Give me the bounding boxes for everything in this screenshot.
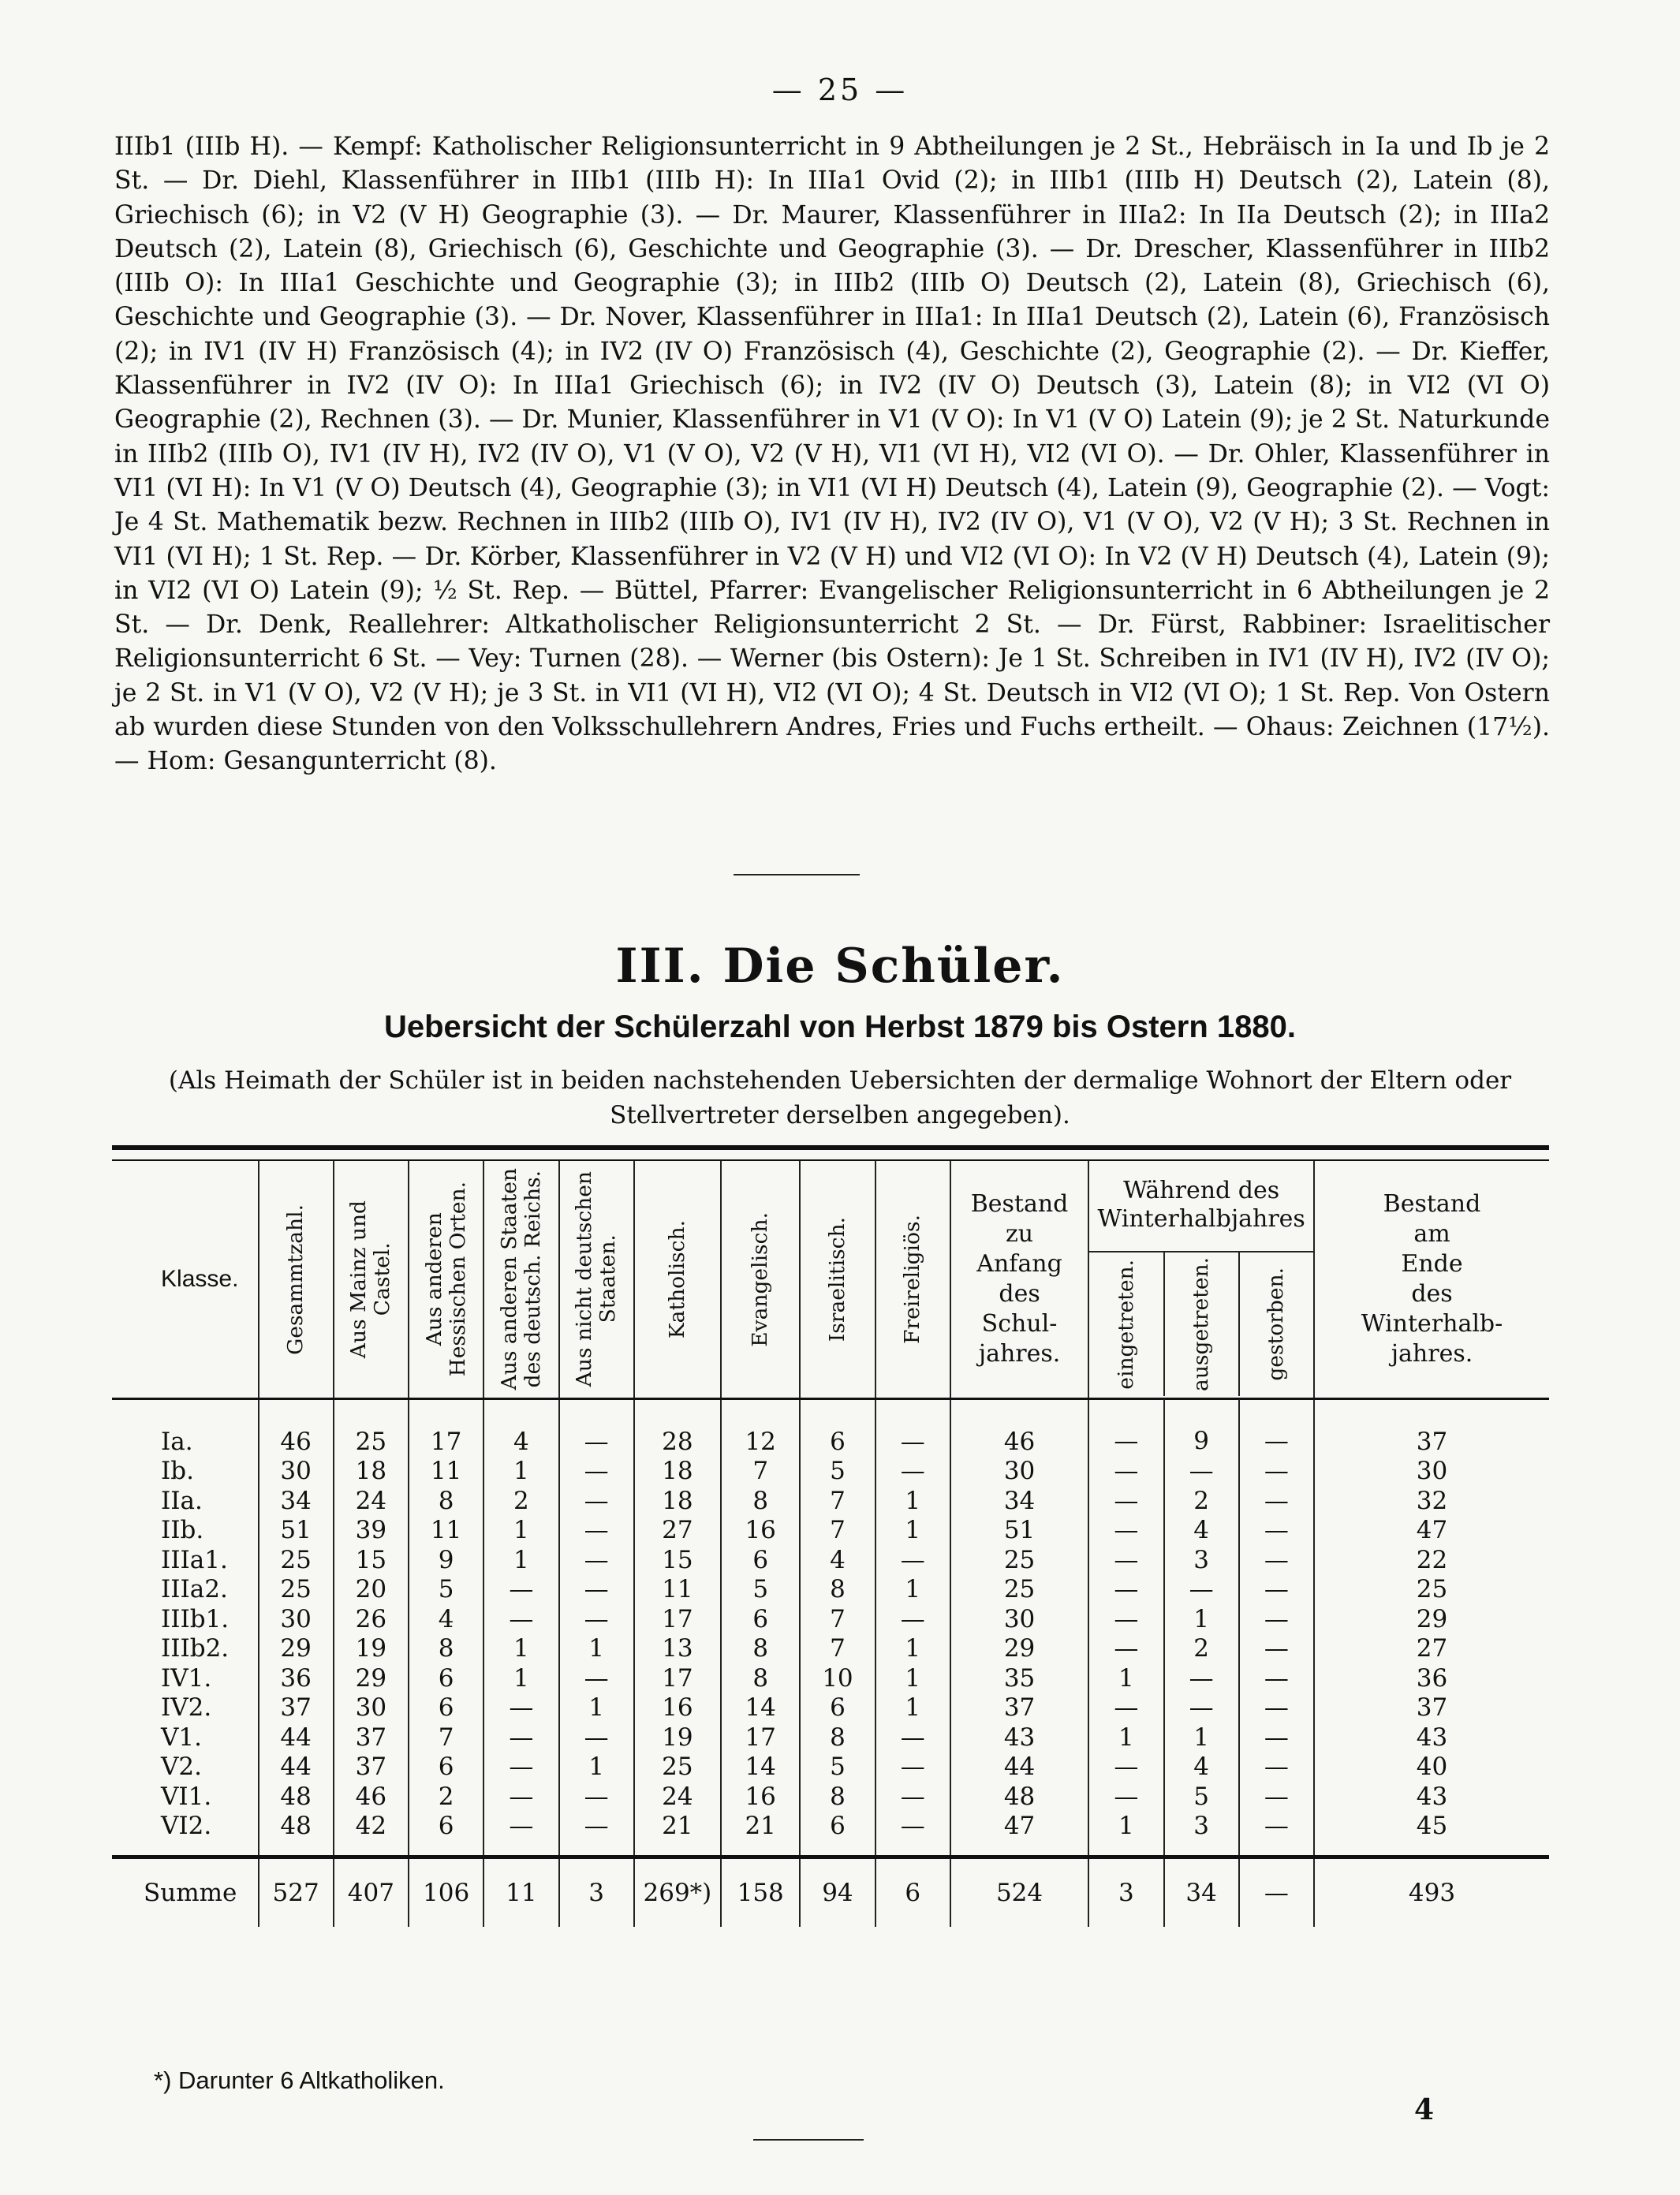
cell-m: 46 [334,1782,409,1812]
cell-n: — [559,1545,634,1575]
cell-be: 30 [1314,1457,1549,1487]
cell-aus: 1 [1164,1604,1239,1634]
cell-ein: 1 [1088,1723,1163,1753]
cell-m: 24 [334,1486,409,1516]
cell-e: 6 [721,1545,800,1575]
cell-ba: 25 [950,1575,1088,1605]
cell-g: 37 [259,1693,334,1723]
page-number: — 25 — [771,73,909,107]
cell-ba: 44 [950,1753,1088,1783]
cell-g: 36 [259,1663,334,1693]
cell-n: 1 [559,1634,634,1664]
cell-k: 13 [634,1634,721,1664]
student-count-table [112,1145,1549,1927]
cell-s: 1 [483,1545,558,1575]
cell-n: — [559,1723,634,1753]
cell-n: — [559,1575,634,1605]
cell-kl: IIIb1. [161,1604,230,1633]
cell-be: 32 [1314,1486,1549,1516]
cell-ba: 29 [950,1634,1088,1664]
cell-ges: — [1239,1545,1314,1575]
cell-ein: — [1088,1782,1163,1812]
cell-ba: 48 [950,1782,1088,1812]
cell-k: 27 [634,1516,721,1546]
bottom-rule [753,2139,864,2141]
teacher-assignments-paragraph [114,130,1550,779]
cell-h: 17 [409,1399,483,1457]
cell-f: — [875,1604,950,1634]
table-row [112,1486,1549,1516]
cell-aus: 1 [1164,1723,1239,1753]
cell-m: 29 [334,1663,409,1693]
cell-h: 11 [409,1516,483,1546]
cell-n: — [559,1457,634,1487]
cell-h: 4 [409,1604,483,1634]
cell-ges: — [1239,1604,1314,1634]
table-top-rule [112,1148,1549,1160]
header-eingetreten: eingetreten. [1113,1259,1138,1390]
table-row [112,1693,1549,1723]
cell-f: 1 [875,1634,950,1664]
cell-ein: — [1088,1516,1163,1546]
table-note: (Als Heimath der Schüler ist in beiden nachstehenden Uebersichten der dermalige Wohnort der Eltern oder Stellvertreter derselben angegeben). [168,1066,1512,1129]
cell-h: 11 [409,1457,483,1487]
cell-ein: — [1088,1753,1163,1783]
cell-f: 1 [875,1693,950,1723]
cell-ein: — [1088,1399,1163,1457]
header-katholisch: Katholisch. [634,1160,721,1399]
cell-s: — [483,1723,558,1753]
table-row [112,1604,1549,1634]
cell-e: 8 [721,1663,800,1693]
signature-mark: 4 [1413,2093,1434,2126]
table-row [112,1399,1549,1457]
cell-h: 8 [409,1486,483,1516]
header-gestorben: gestorben. [1238,1252,1313,1396]
cell-ges: — [1239,1753,1314,1783]
cell-i: 7 [800,1604,875,1634]
cell-e: 7 [721,1457,800,1487]
cell-ba: 51 [950,1516,1088,1546]
header-ausgetreten: ausgetreten. [1163,1252,1238,1396]
cell-f: — [875,1723,950,1753]
cell-n: — [559,1399,634,1457]
cell-g: 29 [259,1634,334,1664]
cell-s: 1 [483,1663,558,1693]
cell-ein: — [1088,1575,1163,1605]
cell-s: 1 [483,1516,558,1546]
cell-g: 51 [259,1516,334,1546]
cell-n: — [559,1812,634,1857]
cell-be: 22 [1314,1545,1549,1575]
cell-e: 8 [721,1486,800,1516]
cell-h: 5 [409,1575,483,1605]
cell-h: 8 [409,1634,483,1664]
cell-aus: — [1164,1575,1239,1605]
cell-h: 7 [409,1723,483,1753]
cell-h: 6 [409,1663,483,1693]
cell-kl: IIb. [161,1516,204,1545]
cell-h: 6 [409,1753,483,1783]
cell-k: 15 [634,1545,721,1575]
cell-k: 19 [634,1723,721,1753]
cell-ein: 1 [1088,1812,1163,1857]
cell-k: 11 [634,1575,721,1605]
table-row [112,1723,1549,1753]
cell-aus: — [1164,1663,1239,1693]
cell-aus: 9 [1164,1399,1239,1457]
cell-aus: — [1164,1457,1239,1487]
header-mainz-castel: Aus Mainz und Castel. [334,1160,409,1399]
cell-s: — [483,1575,558,1605]
cell-m: 26 [334,1604,409,1634]
cell-be: 27 [1314,1634,1549,1664]
cell-be: 47 [1314,1516,1549,1546]
cell-aus: 2 [1164,1634,1239,1664]
cell-f: — [875,1545,950,1575]
table-row [112,1516,1549,1546]
cell-m: 42 [334,1812,409,1857]
cell-e: 12 [721,1399,800,1457]
table-row [112,1575,1549,1605]
cell-f: 1 [875,1575,950,1605]
cell-s: 1 [483,1634,558,1664]
cell-f: 1 [875,1486,950,1516]
cell-i: 6 [800,1399,875,1457]
cell-i: 8 [800,1575,875,1605]
cell-i: 6 [800,1693,875,1723]
cell-ba: 46 [950,1399,1088,1457]
footnote: *) Darunter 6 Altkatholiken. [154,2066,445,2094]
section-title: III. Die Schüler. [615,939,1065,994]
cell-be: 43 [1314,1723,1549,1753]
header-hessische-orte: Aus anderen Hessischen Orten. [409,1160,483,1399]
cell-g: 48 [259,1782,334,1812]
header-israelitisch: Israelitisch. [800,1160,875,1399]
cell-i: 5 [800,1457,875,1487]
table-row [112,1457,1549,1487]
cell-n: — [559,1516,634,1546]
cell-ba: 35 [950,1663,1088,1693]
cell-k: 28 [634,1399,721,1457]
cell-g: 25 [259,1545,334,1575]
header-evangelisch: Evangelisch. [721,1160,800,1399]
cell-n: — [559,1663,634,1693]
header-nicht-deutsche: Aus nicht deutschen Staaten. [559,1160,634,1399]
table-body [112,1399,1549,1857]
cell-i: 5 [800,1753,875,1783]
header-bestand-ende: Bestand am Ende des Winterhalb- jahres. [1314,1160,1549,1399]
cell-h: 9 [409,1545,483,1575]
cell-aus: 3 [1164,1812,1239,1857]
cell-be: 37 [1314,1693,1549,1723]
cell-s: 2 [483,1486,558,1516]
cell-k: 16 [634,1693,721,1723]
cell-aus: 3 [1164,1545,1239,1575]
cell-f: 1 [875,1516,950,1546]
cell-s: 1 [483,1457,558,1487]
cell-ges: — [1239,1663,1314,1693]
cell-kl: Ia. [161,1427,193,1456]
table-row [112,1812,1549,1857]
cell-e: 16 [721,1782,800,1812]
cell-i: 7 [800,1516,875,1546]
cell-aus: 5 [1164,1782,1239,1812]
cell-f: 1 [875,1663,950,1693]
cell-ges: — [1239,1693,1314,1723]
cell-n: — [559,1782,634,1812]
cell-be: 29 [1314,1604,1549,1634]
cell-f: — [875,1457,950,1487]
cell-g: 44 [259,1753,334,1783]
cell-e: 6 [721,1604,800,1634]
cell-g: 34 [259,1486,334,1516]
cell-ba: 30 [950,1604,1088,1634]
cell-i: 4 [800,1545,875,1575]
cell-be: 37 [1314,1399,1549,1457]
cell-k: 24 [634,1782,721,1812]
cell-ges: — [1239,1399,1314,1457]
cell-kl: IV1. [161,1663,212,1693]
cell-ba: 34 [950,1486,1088,1516]
cell-ba: 30 [950,1457,1088,1487]
cell-n: 1 [559,1753,634,1783]
cell-i: 8 [800,1782,875,1812]
cell-s: — [483,1604,558,1634]
cell-h: 2 [409,1782,483,1812]
header-freireligioes: Freireligiös. [875,1160,950,1399]
cell-kl: V2. [161,1753,202,1782]
cell-n: — [559,1604,634,1634]
cell-ba: 43 [950,1723,1088,1753]
cell-s: — [483,1782,558,1812]
cell-n: 1 [559,1693,634,1723]
cell-ges: — [1239,1575,1314,1605]
cell-i: 8 [800,1723,875,1753]
cell-f: — [875,1399,950,1457]
cell-k: 18 [634,1457,721,1487]
header-klasse: Klasse. [112,1160,259,1399]
cell-e: 14 [721,1753,800,1783]
cell-aus: 2 [1164,1486,1239,1516]
cell-m: 37 [334,1723,409,1753]
header-deutsche-staaten: Aus anderen Staaten des deutsch. Reichs. [483,1160,558,1399]
cell-be: 45 [1314,1812,1549,1857]
cell-kl: IIa. [161,1486,203,1515]
cell-m: 18 [334,1457,409,1487]
cell-i: 10 [800,1663,875,1693]
cell-g: 30 [259,1604,334,1634]
cell-s: — [483,1812,558,1857]
cell-k: 21 [634,1812,721,1857]
cell-ein: — [1088,1693,1163,1723]
cell-e: 8 [721,1634,800,1664]
cell-ges: — [1239,1782,1314,1812]
cell-ges: — [1239,1457,1314,1487]
cell-ba: 37 [950,1693,1088,1723]
cell-kl: Ib. [161,1457,194,1486]
cell-aus: 4 [1164,1516,1239,1546]
cell-kl: VI2. [161,1812,212,1841]
cell-i: 6 [800,1812,875,1857]
cell-be: 36 [1314,1663,1549,1693]
cell-kl: IIIa2. [161,1575,228,1604]
cell-g: 46 [259,1399,334,1457]
cell-ein: 1 [1088,1663,1163,1693]
cell-ba: 47 [950,1812,1088,1857]
cell-kl: VI1. [161,1782,212,1811]
cell-e: 17 [721,1723,800,1753]
cell-ba: 25 [950,1545,1088,1575]
cell-be: 25 [1314,1575,1549,1605]
cell-m: 20 [334,1575,409,1605]
cell-ges: — [1239,1486,1314,1516]
body-paragraph: IIIb1 (IIIb H). — Kempf: Katholischer Religionsunterricht in 9 Abtheilungen je 2 St., Hebräisch in Ia und Ib je 2 St. — Dr. Diehl, Klassenführer in IIIb1 (IIIb H): In IIIa1 Ovid (2); in IIIb1 (IIIb H) Deutsch (2), Latein (8), Griechisch (6); in V2 (V H) Geographie (3). — Dr. Maurer, Klassenführer in IIIa2: In IIa Deutsch (2); in IIIa2 Deutsch (2), Latein (8), Griechisch (6), Geschichte und Geographie (3). — Dr. Drescher, Klassenführer in IIIb2 (IIIb O): In IIIa1 Geschichte und Geographie (3); in IIIb2 (IIIb O) Deutsch (2), Latein (8), Griechisch (6), Geschichte und Geographie (3). — Dr. Nover, Klassenführer in IIIa1: In IIIa1 Deutsch (2), Latein (6), Französisch (2); in IV1 (IV H) Französisch (4); in IV2 (IV O) Französisch (4), Geschichte (2), Geographie (2). — Dr. Kieffer, Klassenführer in IV2 (IV O): In IIIa1 Griechisch (6); in IV2 (IV O) Deutsch (3), Latein (8); in VI2 (VI O) Geographie (2), Rechnen (3). — Dr. Munier, Klassenführer in V1 (V O): In V1 (V O) Latein (9); je 2 St. Naturkunde in IIIb2 (IIIb O), IV1 (IV H), IV2 (IV O), V1 (V O), V2 (V H), VI1 (VI H), VI2 (VI O). — Dr. Ohler, Klassenführer in VI1 (VI H): In V1 (V O) Deutsch (4), Geographie (3); in VI1 (VI H) Deutsch (4), Latein (9), Geographie (2). — Vogt: Je 4 St. Mathematik bezw. Rechnen in IIIb2 (IIIb O), IV1 (IV H), IV2 (IV O), V1 (V O), V2 (V H); 3 St. Rechnen in VI1 (VI H); 1 St. Rep. — Dr. Körber, Klassenführer in V2 (V H) und VI2 (VI O): In V2 (V H) Deutsch (4), Latein (9); in VI2 (VI O) Latein (9); ½ St. Rep. — Büttel, Pfarrer: Evangelischer Religionsunterricht in 6 Abtheilungen je 2 St. — Dr. Denk, Reallehrer: Altkatholischer Religionsunterricht 2 St. — Dr. Fürst, Rabbiner: Israelitischer Religionsunterricht 6 St. — Vey: Turnen (28). — Werner (bis Ostern): Je 1 St. Schreiben in IV1 (IV H), IV2 (IV O); je 2 St. in V1 (V O), V2 (V H); je 3 St. in VI1 (VI H), VI2 (VI O); 4 St. Deutsch in VI2 (VI O); 1 St. Rep. Von Ostern ab wurden diese Stunden von den Volksschullehrern Andres, Fries und Fuchs ertheilt. — Ohaus: Zeichnen (17½). — Hom: Gesangunterricht (8). [114,133,1550,776]
table-row [112,1663,1549,1693]
cell-kl: IV2. [161,1693,212,1723]
header-waehrend: Während des Winterhalbjahres eingetreten. ausgetreten. gestorben. [1088,1160,1314,1399]
table-subtitle: Uebersicht der Schülerzahl von Herbst 1879 bis Ostern 1880. [383,1010,1296,1044]
cell-k: 17 [634,1663,721,1693]
cell-m: 15 [334,1545,409,1575]
cell-kl: IIIb2. [161,1634,230,1663]
cell-e: 16 [721,1516,800,1546]
cell-f: — [875,1782,950,1812]
cell-m: 30 [334,1693,409,1723]
table-row [112,1782,1549,1812]
cell-ein: — [1088,1634,1163,1664]
cell-m: 25 [334,1399,409,1457]
cell-ges: — [1239,1812,1314,1857]
cell-ein: — [1088,1457,1163,1487]
cell-e: 21 [721,1812,800,1857]
cell-f: — [875,1753,950,1783]
cell-i: 7 [800,1486,875,1516]
cell-ein: — [1088,1545,1163,1575]
cell-kl: V1. [161,1723,202,1752]
cell-ges: — [1239,1723,1314,1753]
header-gesammtzahl: Gesammtzahl. [259,1160,334,1399]
cell-m: 39 [334,1516,409,1546]
cell-h: 6 [409,1693,483,1723]
section-separator [734,874,860,875]
cell-g: 30 [259,1457,334,1487]
cell-n: — [559,1486,634,1516]
cell-ein: — [1088,1604,1163,1634]
cell-s: — [483,1753,558,1783]
cell-s: — [483,1693,558,1723]
header-bestand-anfang: Bestand zu Anfang des Schul- jahres. [950,1160,1088,1399]
sum-row: Summe 527 407 106 11 3 269*) 158 94 6 524 3 34 — 493 [112,1857,1549,1928]
cell-k: 18 [634,1486,721,1516]
cell-m: 19 [334,1634,409,1664]
cell-k: 17 [634,1604,721,1634]
cell-aus: — [1164,1693,1239,1723]
cell-ein: — [1088,1486,1163,1516]
cell-kl: IIIa1. [161,1545,228,1574]
cell-h: 6 [409,1812,483,1857]
table-row [112,1634,1549,1664]
table-row [112,1545,1549,1575]
cell-aus: 4 [1164,1753,1239,1783]
cell-ges: — [1239,1634,1314,1664]
cell-e: 14 [721,1693,800,1723]
cell-g: 44 [259,1723,334,1753]
cell-be: 43 [1314,1782,1549,1812]
cell-i: 7 [800,1634,875,1664]
cell-k: 25 [634,1753,721,1783]
cell-f: — [875,1812,950,1857]
cell-be: 40 [1314,1753,1549,1783]
cell-g: 25 [259,1575,334,1605]
cell-m: 37 [334,1753,409,1783]
table-row [112,1753,1549,1783]
cell-g: 48 [259,1812,334,1857]
cell-s: 4 [483,1399,558,1457]
cell-ges: — [1239,1516,1314,1546]
cell-e: 5 [721,1575,800,1605]
